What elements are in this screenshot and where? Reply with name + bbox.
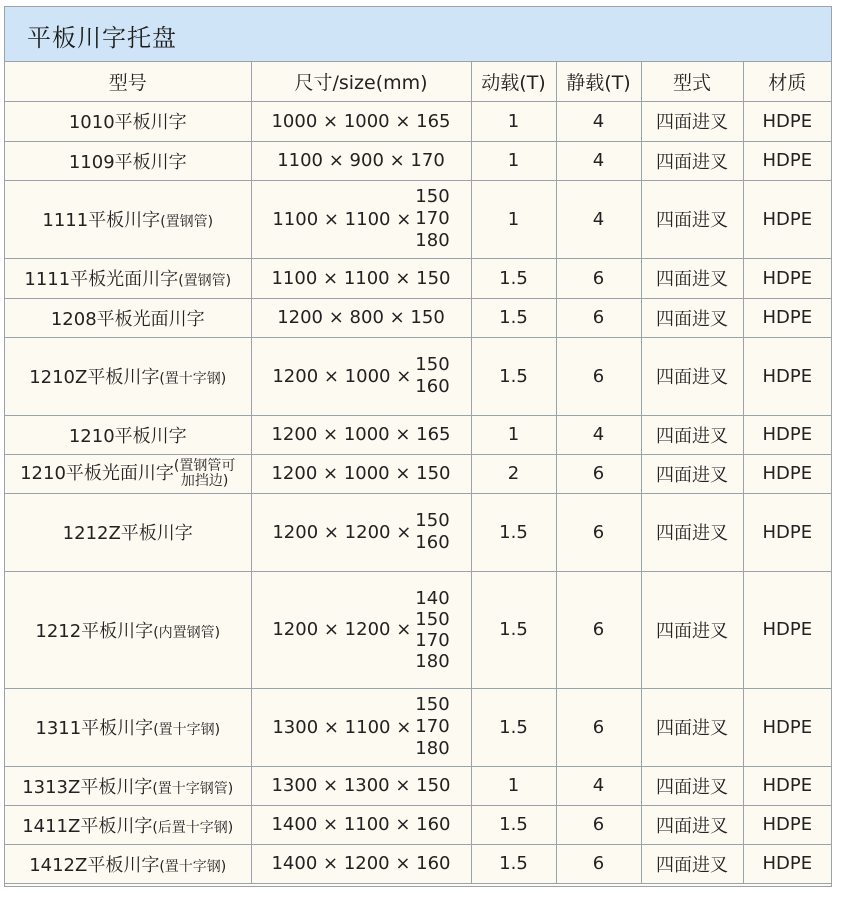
type-cell: 四面进叉	[641, 805, 743, 844]
type-cell: 四面进叉	[641, 688, 743, 766]
static-load-cell: 6	[556, 258, 641, 298]
size-cell	[251, 844, 471, 883]
size-cell	[251, 454, 471, 493]
static-load-cell: 4	[556, 415, 641, 454]
type-cell: 四面进叉	[641, 571, 743, 688]
material-cell: HDPE	[743, 805, 831, 844]
header-model: 型号	[5, 62, 251, 101]
type-cell: 四面进叉	[641, 101, 743, 141]
size-cell	[251, 101, 471, 141]
height-options	[415, 354, 449, 398]
size-value	[272, 510, 449, 554]
static-load-cell: 4	[556, 180, 641, 258]
model-name: 1411Z平板川字	[22, 815, 153, 837]
size-cell	[251, 688, 471, 766]
model-note: (置十字钢)	[159, 371, 227, 387]
size-value	[271, 268, 450, 289]
static-load-cell: 6	[556, 805, 641, 844]
dynamic-load-cell: 1	[471, 766, 556, 805]
type-cell: 四面进叉	[641, 258, 743, 298]
static-load-cell: 6	[556, 493, 641, 571]
header-size: 尺寸/size(mm)	[251, 62, 471, 101]
model-note-line: 加挡边)	[180, 472, 229, 489]
model-name: 1313Z平板川字	[22, 776, 153, 798]
model-note: (后置十字钢)	[152, 819, 234, 836]
dynamic-load-cell: 1	[471, 141, 556, 180]
model-name: 1111平板光面川字	[24, 269, 179, 290]
model-name: 1210Z平板川字	[29, 367, 160, 388]
table-row	[5, 141, 831, 180]
size-dimensions: 1400 × 1100 × 160	[271, 814, 451, 835]
model-name: 1311平板川字	[35, 718, 154, 739]
material-cell: HDPE	[743, 180, 831, 258]
model-cell	[5, 141, 251, 180]
table-row	[5, 337, 831, 415]
size-value	[277, 307, 445, 328]
model-cell	[5, 688, 251, 766]
size-value	[272, 588, 449, 672]
static-load-cell: 6	[556, 337, 641, 415]
size-dimensions: 1200 × 1200 ×	[272, 619, 412, 640]
size-value	[271, 463, 450, 484]
model-cell	[5, 101, 251, 141]
type-cell: 四面进叉	[641, 766, 743, 805]
model-note: (置钢管)	[178, 273, 232, 289]
size-dimensions: 1400 × 1200 × 160	[271, 853, 451, 874]
model-cell	[5, 258, 251, 298]
dynamic-load-cell: 1.5	[471, 844, 556, 883]
material-cell: HDPE	[743, 141, 831, 180]
model-cell	[5, 493, 251, 571]
type-cell: 四面进叉	[641, 493, 743, 571]
static-load-cell: 6	[556, 571, 641, 688]
table-row	[5, 101, 831, 141]
model-name: 1210平板光面川字	[20, 462, 174, 484]
size-value	[272, 186, 449, 252]
dynamic-load-cell: 1.5	[471, 298, 556, 337]
size-cell	[251, 298, 471, 337]
table-row	[5, 766, 831, 805]
model-note: (内置钢管)	[153, 624, 221, 641]
static-load-cell: 6	[556, 298, 641, 337]
dynamic-load-cell: 1	[471, 180, 556, 258]
size-value	[272, 694, 449, 760]
model-note: (置十字钢管)	[152, 780, 234, 797]
static-load-cell: 6	[556, 454, 641, 493]
table-row	[5, 805, 831, 844]
height-option: 160	[415, 376, 450, 397]
size-cell	[251, 258, 471, 298]
type-cell: 四面进叉	[641, 454, 743, 493]
spec-table	[5, 62, 831, 884]
table-row	[5, 844, 831, 883]
height-option: 150	[415, 608, 450, 630]
height-option: 170	[415, 629, 450, 651]
size-value	[271, 775, 450, 796]
dynamic-load-cell: 1	[471, 415, 556, 454]
size-value	[271, 853, 450, 874]
material-cell: HDPE	[743, 688, 831, 766]
height-option: 150	[415, 510, 450, 531]
dynamic-load-cell: 1.5	[471, 493, 556, 571]
static-load-cell: 4	[556, 101, 641, 141]
model-cell	[5, 805, 251, 844]
type-cell: 四面进叉	[641, 141, 743, 180]
material-cell: HDPE	[743, 337, 831, 415]
type-cell: 四面进叉	[641, 180, 743, 258]
table-row	[5, 298, 831, 337]
material-cell: HDPE	[743, 101, 831, 141]
model-note	[174, 459, 235, 489]
size-dimensions: 1100 × 900 × 170	[277, 150, 445, 171]
size-value	[271, 111, 450, 132]
model-name: 1111平板川字	[42, 210, 161, 231]
size-dimensions: 1100 × 1100 × 150	[271, 267, 451, 289]
size-dimensions: 1000 × 1000 × 165	[271, 110, 451, 132]
height-option: 150	[415, 186, 450, 207]
static-load-cell: 4	[556, 141, 641, 180]
model-name: 1212Z平板川字	[62, 523, 193, 544]
size-cell	[251, 805, 471, 844]
size-cell	[251, 141, 471, 180]
material-cell: HDPE	[743, 415, 831, 454]
height-option: 140	[415, 587, 450, 609]
model-note: (置十字钢)	[159, 858, 227, 875]
size-dimensions: 1200 × 1200 ×	[272, 521, 412, 543]
title-bar	[5, 7, 831, 62]
height-option: 170	[415, 208, 450, 229]
size-value	[271, 424, 450, 445]
model-note: (置十字钢)	[153, 722, 221, 738]
model-cell	[5, 337, 251, 415]
height-option: 180	[415, 738, 450, 759]
type-cell: 四面进叉	[641, 415, 743, 454]
model-name: 1109平板川字	[68, 151, 187, 173]
material-cell: HDPE	[743, 258, 831, 298]
material-cell: HDPE	[743, 298, 831, 337]
table-row	[5, 571, 831, 688]
pallet-spec-sheet	[4, 6, 832, 887]
height-option: 180	[415, 230, 450, 251]
model-cell	[5, 298, 251, 337]
dynamic-load-cell: 1.5	[471, 337, 556, 415]
height-options	[415, 694, 449, 760]
height-options	[415, 510, 449, 554]
dynamic-load-cell: 1.5	[471, 258, 556, 298]
material-cell: HDPE	[743, 766, 831, 805]
size-dimensions: 1300 × 1100 ×	[272, 716, 412, 738]
model-cell	[5, 571, 251, 688]
model-name: 1412Z平板川字	[29, 854, 160, 876]
model-name: 1212平板川字	[35, 620, 154, 642]
material-cell: HDPE	[743, 844, 831, 883]
header-row	[5, 62, 831, 101]
material-cell: HDPE	[743, 571, 831, 688]
size-dimensions: 1200 × 800 × 150	[277, 307, 445, 328]
size-cell	[251, 337, 471, 415]
size-dimensions: 1200 × 1000 ×	[272, 365, 412, 387]
model-cell	[5, 766, 251, 805]
size-dimensions: 1200 × 1000 × 165	[271, 424, 451, 445]
type-cell: 四面进叉	[641, 337, 743, 415]
table-row	[5, 454, 831, 493]
header-dynamic-load: 动载(T)	[471, 62, 556, 101]
model-note-line: (置钢管可	[173, 457, 236, 474]
model-cell	[5, 415, 251, 454]
model-note: (置钢管)	[160, 214, 214, 230]
header-material: 材质	[743, 62, 831, 101]
static-load-cell: 6	[556, 688, 641, 766]
height-options	[415, 186, 449, 252]
page-title: 平板川字托盘	[27, 24, 177, 52]
model-name: 1208平板光面川字	[50, 308, 205, 330]
model-cell	[5, 454, 251, 493]
size-value	[271, 814, 450, 835]
size-value	[272, 354, 449, 398]
size-dimensions: 1200 × 1000 × 150	[271, 463, 451, 484]
height-option: 150	[415, 694, 450, 715]
type-cell: 四面进叉	[641, 844, 743, 883]
material-cell: HDPE	[743, 493, 831, 571]
dynamic-load-cell: 1.5	[471, 805, 556, 844]
size-dimensions: 1100 × 1100 ×	[272, 208, 412, 230]
dynamic-load-cell: 1	[471, 101, 556, 141]
material-cell: HDPE	[743, 454, 831, 493]
size-cell	[251, 766, 471, 805]
model-cell	[5, 844, 251, 883]
table-row	[5, 688, 831, 766]
header-type: 型式	[641, 62, 743, 101]
dynamic-load-cell: 1.5	[471, 571, 556, 688]
model-name: 1010平板川字	[68, 112, 187, 133]
dynamic-load-cell: 1.5	[471, 688, 556, 766]
size-cell	[251, 180, 471, 258]
dynamic-load-cell: 2	[471, 454, 556, 493]
model-name: 1210平板川字	[68, 425, 187, 447]
height-option: 160	[415, 532, 450, 553]
size-cell	[251, 493, 471, 571]
table-row	[5, 258, 831, 298]
table-row	[5, 415, 831, 454]
size-dimensions: 1300 × 1300 × 150	[271, 775, 451, 796]
model-cell	[5, 180, 251, 258]
height-option: 150	[415, 354, 450, 375]
height-option: 170	[415, 716, 450, 737]
table-row	[5, 493, 831, 571]
size-cell	[251, 415, 471, 454]
header-static-load: 静载(T)	[556, 62, 641, 101]
size-cell	[251, 571, 471, 688]
static-load-cell: 4	[556, 766, 641, 805]
height-option: 180	[415, 650, 450, 672]
static-load-cell: 6	[556, 844, 641, 883]
height-options	[415, 588, 449, 672]
size-value	[277, 150, 445, 171]
table-row	[5, 180, 831, 258]
type-cell: 四面进叉	[641, 298, 743, 337]
